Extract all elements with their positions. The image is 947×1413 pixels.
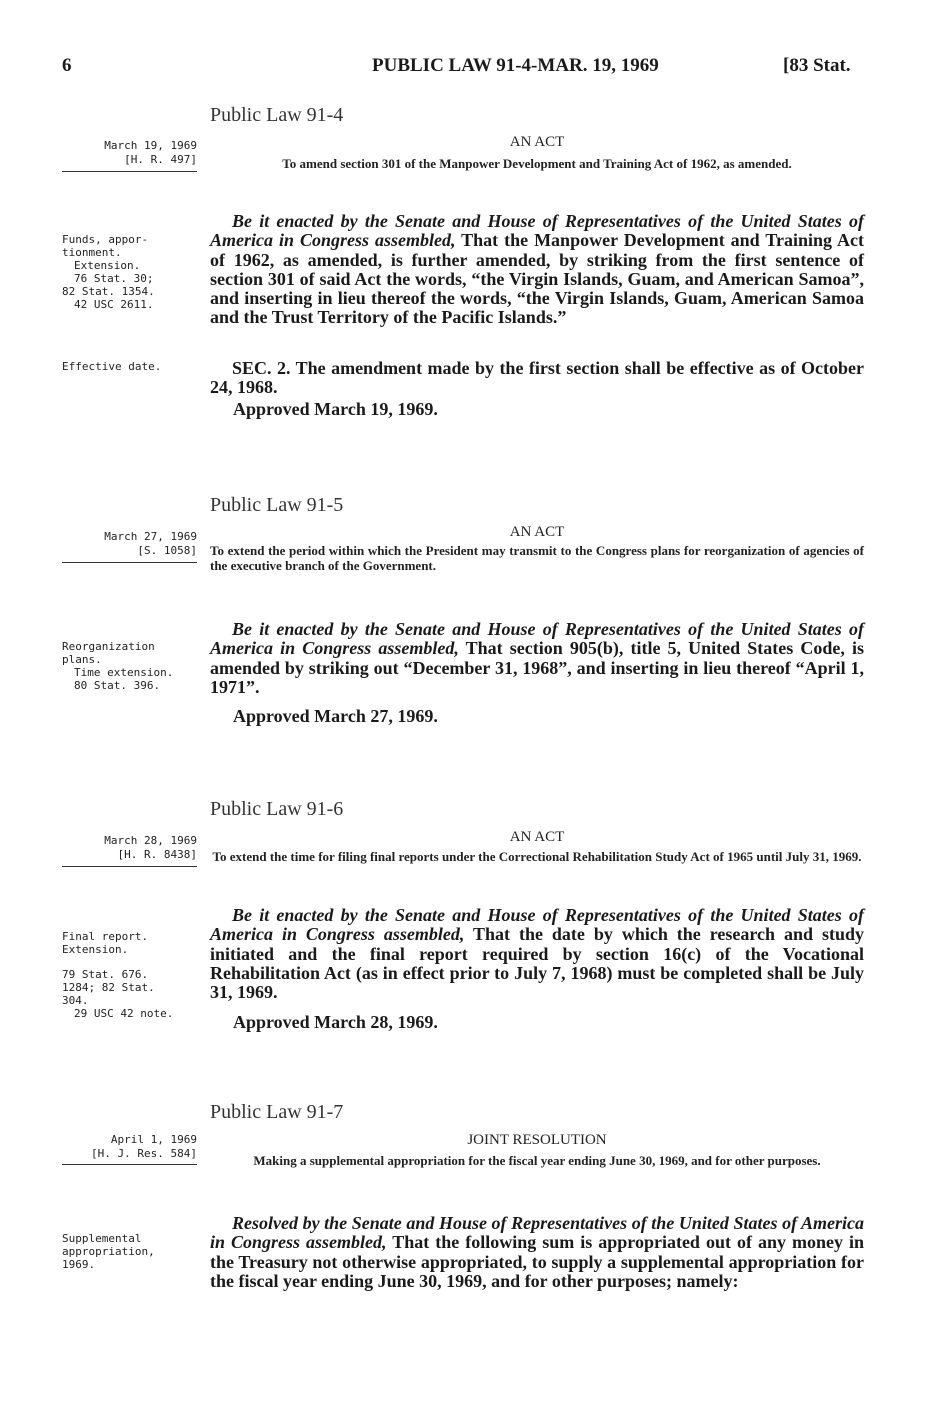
act-text: That section 905(b), title 5, United States Code, is amended by striking out “December 31, 1968”, and inserting in lieu thereof “April 1, 1971”.: [210, 638, 864, 697]
page-number: 6: [62, 55, 72, 76]
bill-number: [H. R. 8438]: [117, 848, 197, 861]
margin-notes: [62, 1232, 197, 1271]
act-purpose: To amend section 301 of the Manpower Development and Training Act of 1962, as amended.: [282, 156, 792, 171]
margin-notes: [62, 360, 197, 373]
law-date: March 19, 1969: [104, 139, 197, 152]
margin-note: 79 Stat. 676.: [62, 968, 149, 981]
act-body: [210, 620, 864, 697]
act-text: That the Manpower Development and Training Act of 1962, as amended, is further amended, by striking from the first sentence of section 301 of said Act the words, “the Virgin Islands, Guam, and American Samoa”, and inserting in lieu thereof the words, “the Virgin Islands, Guam, American Samoa and the Trust Territory of the Pacific Islands.”: [210, 230, 864, 328]
approval-line: Approved March 19, 1969.: [233, 399, 438, 419]
margin-notes: [62, 968, 197, 1020]
law-date: April 1, 1969: [110, 1133, 197, 1146]
margin-note: appropriation,: [62, 1245, 155, 1258]
margin-note: Supplemental: [62, 1232, 142, 1245]
bill-number: [S. 1058]: [137, 544, 197, 557]
margin-note: 1284; 82 Stat.: [62, 981, 155, 994]
margin-note: Effective date.: [62, 360, 162, 373]
running-title: PUBLIC LAW 91-4-MAR. 19, 1969: [372, 55, 659, 76]
law-date-block: [62, 1133, 197, 1161]
margin-notes: [62, 930, 197, 956]
volume-citation: [83 Stat.: [783, 55, 851, 76]
act-purpose: Making a supplemental appropriation for the fiscal year ending June 30, 1969, and for other purposes.: [253, 1153, 821, 1168]
enacting-clause: Be it enacted by the Senate and House of Representatives of the United States of America in Congress assembled,: [210, 619, 864, 659]
margin-note: Reorganization: [62, 640, 155, 653]
margin-note: tionment.: [62, 246, 122, 259]
margin-note: 42 USC 2611.: [74, 298, 154, 311]
act-text: That the date by which the research and study initiated and the final report required by section 16(c) of the Vocational Rehabilitation Act (as in effect prior to July 7, 1968) must be completed shall be July 31, 1969.: [210, 924, 864, 1003]
margin-note: 29 USC 42 note.: [74, 1007, 174, 1020]
margin-rule: [62, 1164, 197, 1165]
law-date-block: [62, 139, 197, 167]
law-date-block: [62, 834, 197, 862]
margin-note: 304.: [62, 994, 89, 1007]
section-2: SEC. 2. The amendment made by the first section shall be effective as of October 24, 1968.: [210, 358, 864, 398]
margin-notes: [62, 640, 197, 692]
enacting-clause: Be it enacted by the Senate and House of Representatives of the United States of America in Congress assembled,: [210, 211, 864, 251]
margin-rule: [62, 866, 197, 867]
margin-note: 82 Stat. 1354.: [62, 285, 155, 298]
margin-note: 76 Stat. 30;: [74, 272, 154, 285]
margin-note: Extension.: [74, 259, 141, 272]
margin-note: 80 Stat. 396.: [74, 679, 161, 692]
act-heading: AN ACT: [509, 134, 565, 150]
approval-line: Approved March 28, 1969.: [233, 1012, 438, 1032]
bill-number: [H. R. 497]: [124, 153, 197, 166]
bill-number: [H. J. Res. 584]: [91, 1147, 197, 1160]
approval-line: Approved March 27, 1969.: [233, 706, 438, 726]
enacting-clause: Resolved by the Senate and House of Representatives of the United States of America in Congress assembled,: [210, 1213, 864, 1253]
law-title: Public Law 91-5: [210, 494, 344, 516]
law-title: Public Law 91-4: [210, 104, 344, 126]
law-title: Public Law 91-6: [210, 798, 344, 820]
act-text: That the following sum is appropriated out of any money in the Treasury not otherwise appropriated, to supply a supplemental appropriation for the fiscal year ending June 30, 1969, and for other purposes; namely:: [210, 1232, 864, 1291]
act-heading: JOINT RESOLUTION: [467, 1132, 607, 1148]
law-date-block: [62, 530, 197, 558]
margin-note: Final report.: [62, 930, 149, 943]
law-date: March 27, 1969: [104, 530, 197, 543]
law-date: March 28, 1969: [104, 834, 197, 847]
enacting-clause: Be it enacted by the Senate and House of Representatives of the United States of America in Congress assembled,: [210, 905, 864, 945]
act-purpose: To extend the time for filing final reports under the Correctional Rehabilitation Study Act of 1965 until July 31, 1969.: [212, 849, 862, 864]
act-body: [210, 212, 864, 328]
act-heading: AN ACT: [509, 524, 565, 540]
margin-notes: [62, 233, 197, 311]
act-body: [210, 906, 864, 1002]
margin-note: plans.: [62, 653, 102, 666]
margin-note: 1969.: [62, 1258, 96, 1271]
law-title: Public Law 91-7: [210, 1101, 344, 1123]
margin-rule: [62, 171, 197, 172]
margin-note: Extension.: [62, 943, 129, 956]
act-heading: AN ACT: [509, 829, 565, 845]
margin-rule: [62, 562, 197, 563]
margin-note: Time extension.: [74, 666, 174, 679]
act-body: [210, 1214, 864, 1291]
margin-note: Funds, appor-: [62, 233, 149, 246]
act-purpose: To extend the period within which the President may transmit to the Congress plans for reorganization of agencies of the executive branch of the Government.: [210, 543, 864, 573]
